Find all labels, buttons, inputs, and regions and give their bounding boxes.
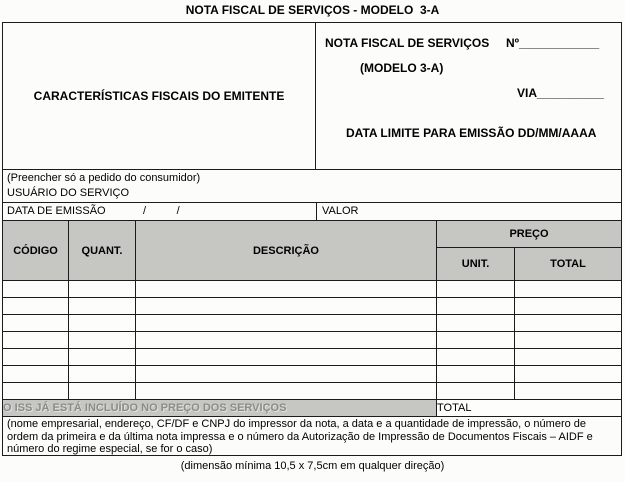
header-codigo: CÓDIGO bbox=[3, 221, 69, 281]
item-cell-codigo bbox=[3, 281, 69, 298]
top-section bbox=[3, 23, 621, 170]
emission-date-cell bbox=[3, 203, 317, 221]
items-table-header bbox=[3, 221, 622, 281]
item-cell-codigo bbox=[3, 383, 69, 400]
item-cell-descricao bbox=[136, 332, 437, 349]
emission-row bbox=[3, 203, 621, 221]
item-cell-codigo bbox=[3, 366, 69, 383]
item-row bbox=[3, 281, 622, 298]
item-cell-total bbox=[515, 332, 622, 349]
invoice-title: NOTA FISCAL DE SERVIÇOS bbox=[325, 36, 490, 50]
items-body bbox=[3, 281, 622, 400]
consumer-note: (Preencher só a pedido do consumidor) bbox=[7, 171, 201, 184]
item-cell-descricao bbox=[136, 315, 437, 332]
emission-date-label: DATA DE EMISSÃO bbox=[7, 204, 106, 217]
form-outer-box bbox=[2, 22, 622, 456]
item-cell-codigo bbox=[3, 315, 69, 332]
item-cell-unit bbox=[437, 332, 515, 349]
document-title: NOTA FISCAL DE SERVIÇOS - MODELO 3-A bbox=[185, 3, 440, 17]
iss-included-label: O ISS JÁ ESTÁ INCLUÍDO NO PREÇO DOS SERVIÇOS bbox=[3, 400, 437, 417]
header-preco: PREÇO bbox=[437, 221, 622, 248]
items-table bbox=[2, 220, 622, 417]
emitente-box bbox=[3, 23, 316, 169]
item-row bbox=[3, 349, 622, 366]
invoice-number-blank: Nº____________ bbox=[506, 36, 600, 50]
header-unit: UNIT. bbox=[437, 248, 515, 281]
item-cell-unit bbox=[437, 281, 515, 298]
item-cell-total bbox=[515, 349, 622, 366]
iss-row bbox=[3, 400, 622, 417]
item-cell-quant bbox=[69, 366, 136, 383]
item-cell-descricao bbox=[136, 281, 437, 298]
printer-info-text: (nome empresarial, endereço, CF/DF e CNPJ do impressor da nota, a data e a quantidade de impressão, o número de ordem da primeira e da última nota impressa e o número da Autorização de Impressão de Documentos Fiscais – AIDF e número do regime especial, se for o caso) bbox=[7, 418, 593, 455]
item-cell-quant bbox=[69, 349, 136, 366]
invoice-via-blank: VIA__________ bbox=[517, 86, 604, 100]
item-row bbox=[3, 315, 622, 332]
item-cell-descricao bbox=[136, 349, 437, 366]
item-cell-quant bbox=[69, 281, 136, 298]
item-row bbox=[3, 383, 622, 400]
item-row bbox=[3, 332, 622, 349]
item-cell-total bbox=[515, 366, 622, 383]
header-total: TOTAL bbox=[515, 248, 622, 281]
emitente-label: CARACTERÍSTICAS FISCAIS DO EMITENTE bbox=[33, 88, 285, 103]
item-row bbox=[3, 298, 622, 315]
item-cell-codigo bbox=[3, 349, 69, 366]
item-cell-descricao bbox=[136, 298, 437, 315]
item-cell-descricao bbox=[136, 383, 437, 400]
item-cell-unit bbox=[437, 315, 515, 332]
item-cell-quant bbox=[69, 332, 136, 349]
dimension-note: (dimensão mínima 10,5 x 7,5cm em qualquer direção) bbox=[180, 460, 445, 472]
value-cell bbox=[317, 203, 621, 221]
item-cell-unit bbox=[437, 383, 515, 400]
item-cell-unit bbox=[437, 349, 515, 366]
item-row bbox=[3, 366, 622, 383]
item-cell-unit bbox=[437, 366, 515, 383]
invoice-modelo-label: (MODELO 3-A) bbox=[360, 61, 444, 75]
emission-date-mask: / / bbox=[143, 204, 180, 217]
item-cell-quant bbox=[69, 315, 136, 332]
item-cell-unit bbox=[437, 298, 515, 315]
item-cell-codigo bbox=[3, 332, 69, 349]
item-cell-quant bbox=[69, 298, 136, 315]
iss-total-label: TOTAL bbox=[437, 400, 622, 417]
invoice-header-box bbox=[316, 23, 621, 169]
item-cell-total bbox=[515, 298, 622, 315]
item-cell-total bbox=[515, 383, 622, 400]
service-user-row bbox=[3, 170, 621, 203]
header-quant: QUANT. bbox=[69, 221, 136, 281]
emission-deadline-label: DATA LIMITE PARA EMISSÃO DD/MM/AAAA bbox=[346, 126, 597, 140]
item-cell-total bbox=[515, 315, 622, 332]
item-cell-quant bbox=[69, 383, 136, 400]
item-cell-codigo bbox=[3, 298, 69, 315]
iss-row-group bbox=[3, 400, 622, 417]
item-cell-descricao bbox=[136, 366, 437, 383]
service-user-label: USUÁRIO DO SERVIÇO bbox=[7, 186, 130, 199]
item-cell-total bbox=[515, 281, 622, 298]
header-descricao: DESCRIÇÃO bbox=[136, 221, 437, 281]
value-label: VALOR bbox=[322, 204, 359, 217]
